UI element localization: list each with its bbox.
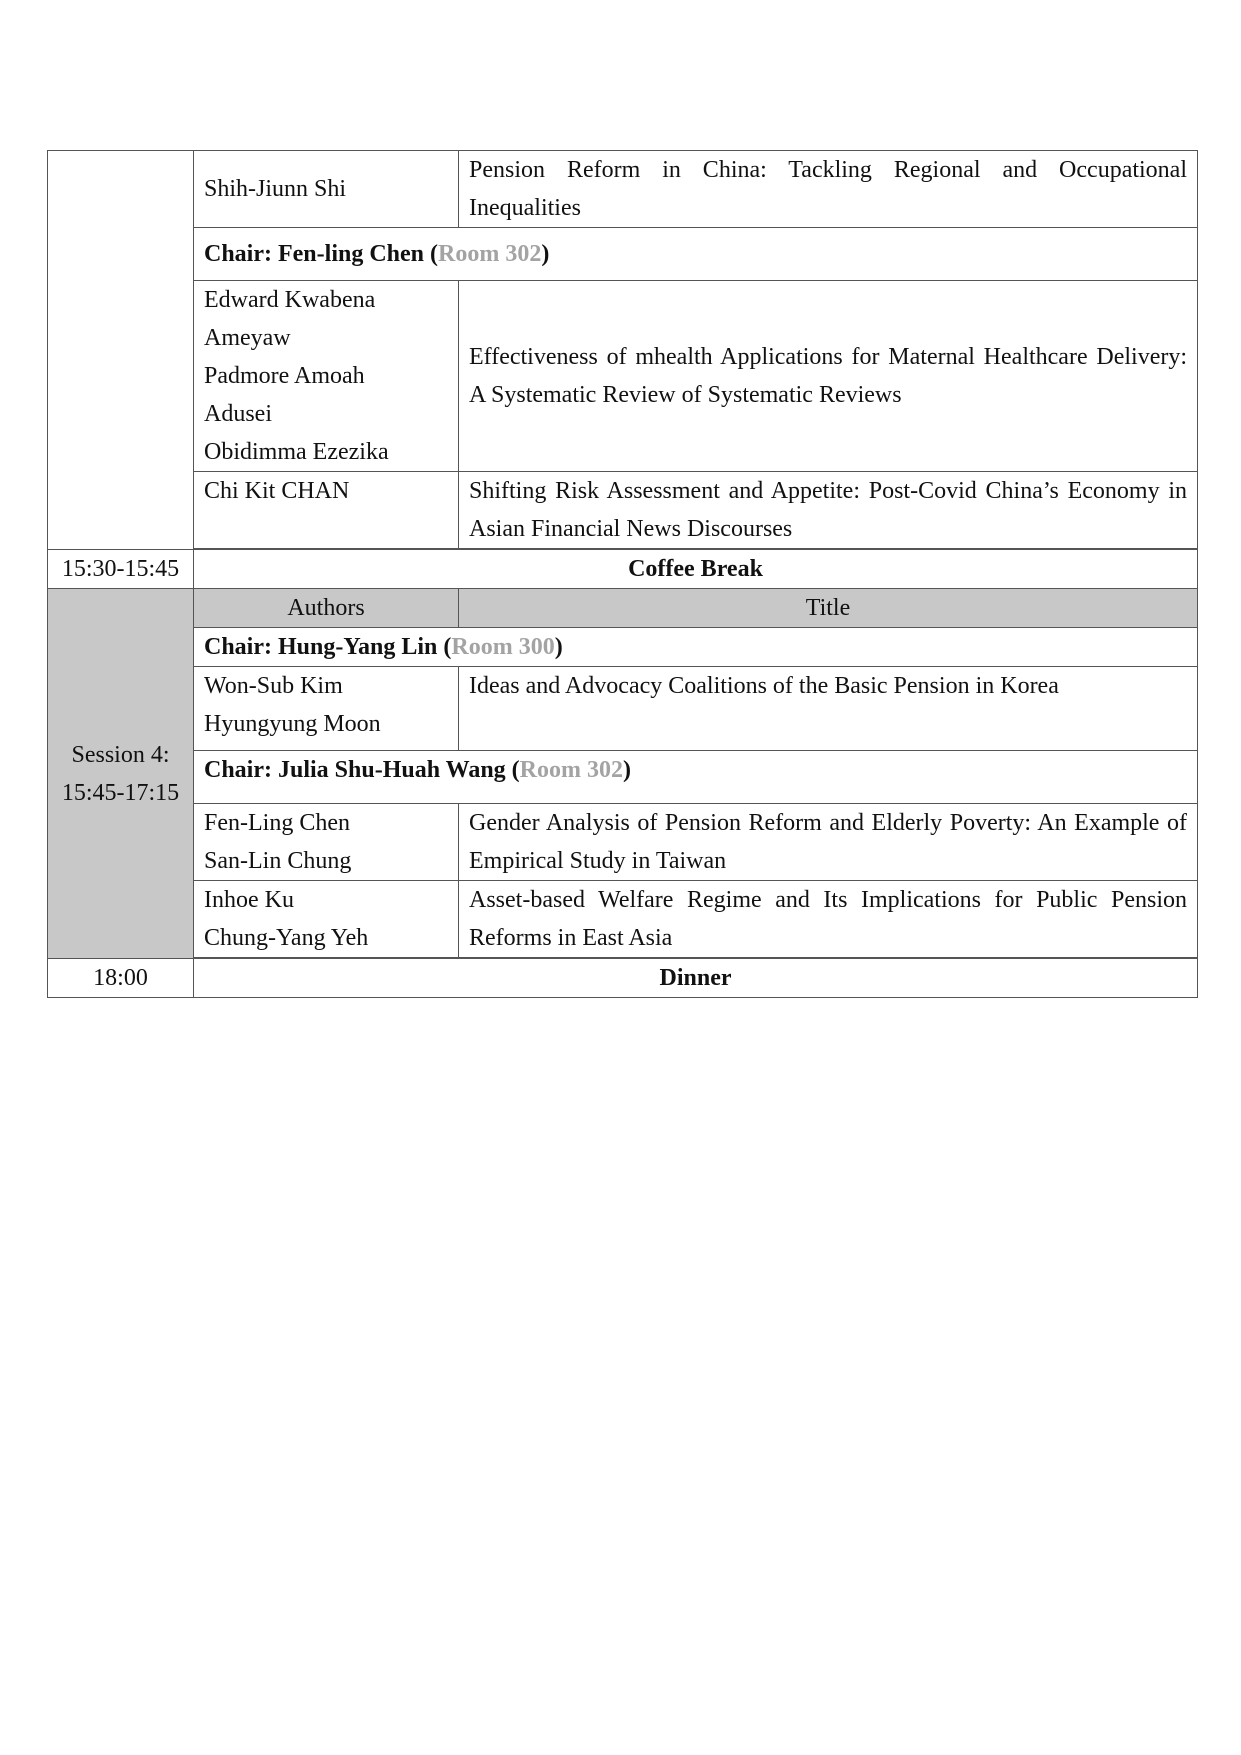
- author-name: Fen-Ling Chen: [204, 810, 350, 836]
- authors-cell: [194, 281, 459, 472]
- author-name: Padmore Amoah: [204, 363, 365, 389]
- table-row: [48, 472, 1198, 549]
- authors-cell: [194, 881, 459, 958]
- authors-cell: [194, 472, 459, 549]
- paper-title-cell: [459, 472, 1198, 549]
- time-cell-empty: [48, 151, 194, 550]
- paper-title: Pension Reform in China: Tackling Regional and Occupational Inequalities: [469, 157, 1187, 221]
- paper-title-cell: [459, 881, 1198, 958]
- room-label: Room 302: [438, 241, 542, 267]
- paper-title-cell: [459, 281, 1198, 472]
- chair-name: Chair: Julia Shu-Huah Wang: [204, 757, 506, 783]
- chair-row: [48, 228, 1198, 281]
- paper-title-cell: [459, 804, 1198, 881]
- chair-cell: Chair: Julia Shu-Huah Wang (Room 302): [194, 751, 1198, 804]
- author-name: Chung-Yang Yeh: [204, 925, 369, 951]
- author-name: Edward Kwabena: [204, 287, 376, 313]
- chair-row: [48, 628, 1198, 667]
- paper-title: Effectiveness of mhealth Applications for Maternal Healthcare Delivery: A Systematic Review of Systematic Reviews: [469, 344, 1187, 408]
- break-row: [48, 550, 1198, 589]
- author-name: Obidimma Ezezika: [204, 439, 389, 465]
- chair-name: Chair: Fen-ling Chen: [204, 241, 425, 267]
- chair-row: [48, 751, 1198, 804]
- table-row: [48, 804, 1198, 881]
- session-time-cell: [48, 589, 194, 959]
- table-header-row: [48, 589, 1198, 628]
- session-time: 15:45-17:15: [61, 779, 180, 806]
- author-name: Shih-Jiunn Shi: [204, 176, 347, 202]
- author-name: Hyungyung Moon: [204, 711, 381, 737]
- paper-title: Asset-based Welfare Regime and Its Implications for Public Pension Reforms in East Asia: [469, 887, 1187, 951]
- table-row: [48, 881, 1198, 958]
- column-header-authors: Authors: [194, 589, 459, 628]
- author-name: Chi Kit CHAN: [204, 478, 350, 504]
- room-label: Room 302: [519, 757, 623, 783]
- table-row: [48, 281, 1198, 472]
- table-row: [48, 667, 1198, 751]
- time-cell: 18:00: [48, 959, 194, 998]
- authors-cell: [194, 151, 459, 228]
- authors-cell: [194, 667, 459, 751]
- paper-title: Shifting Risk Assessment and Appetite: Post-Covid China’s Economy in Asian Financial News Discourses: [469, 478, 1187, 542]
- session-label: Session 4:: [71, 741, 170, 768]
- break-label: Coffee Break: [194, 550, 1198, 589]
- time-cell: 15:30-15:45: [48, 550, 194, 589]
- author-name: Inhoe Ku: [204, 887, 294, 913]
- author-name: Ameyaw: [204, 325, 291, 351]
- paper-title-cell: [459, 151, 1198, 228]
- paper-title: Ideas and Advocacy Coalitions of the Basic Pension in Korea: [469, 673, 1059, 699]
- dinner-label: Dinner: [194, 959, 1198, 998]
- author-name: Won-Sub Kim: [204, 673, 343, 699]
- schedule-table: [47, 150, 1198, 998]
- chair-cell: Chair: Fen-ling Chen (Room 302): [194, 228, 1198, 281]
- author-name: San-Lin Chung: [204, 848, 352, 874]
- column-header-title: Title: [459, 589, 1198, 628]
- author-name: Adusei: [204, 401, 272, 427]
- paper-title-cell: [459, 667, 1198, 751]
- table-row: [48, 151, 1198, 228]
- chair-cell: Chair: Hung-Yang Lin (Room 300): [194, 628, 1198, 667]
- dinner-row: [48, 959, 1198, 998]
- room-label: Room 300: [451, 634, 555, 660]
- paper-title: Gender Analysis of Pension Reform and Elderly Poverty: An Example of Empirical Study in Taiwan: [469, 810, 1187, 874]
- chair-name: Chair: Hung-Yang Lin: [204, 634, 438, 660]
- authors-cell: [194, 804, 459, 881]
